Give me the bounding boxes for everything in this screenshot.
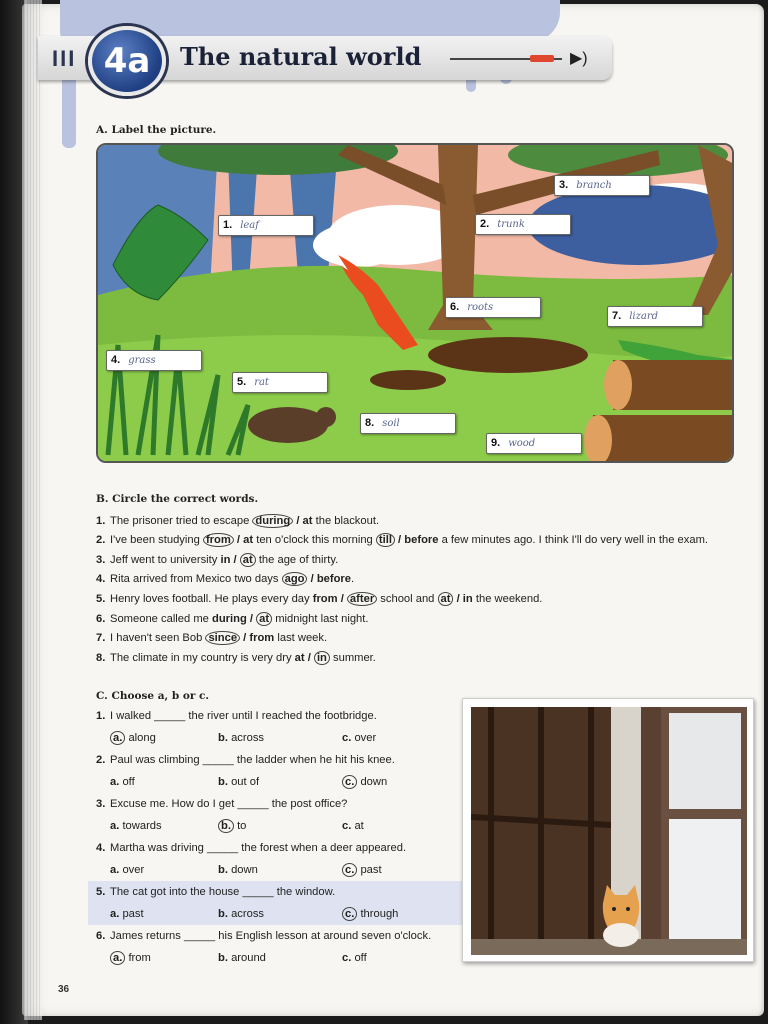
level-bars: III <box>52 46 77 71</box>
section-b-heading: B. Circle the correct words. <box>96 493 259 505</box>
label-number: 7. <box>612 310 622 322</box>
picture-label-2[interactable] <box>475 214 571 235</box>
question-b4: 4. Rita arrived from Mexico two days ago / before. <box>96 573 355 585</box>
option-c[interactable]: c. at <box>342 820 364 832</box>
nature-scene-picture <box>96 143 734 463</box>
option-c[interactable]: c. through <box>342 908 398 920</box>
question-c2: 2. Paul was climbing _____ the ladder when he hit his knee. <box>96 754 395 766</box>
answer-blank: _____ <box>237 798 269 810</box>
label-number: 6. <box>450 301 460 313</box>
label-answer: trunk <box>497 219 525 230</box>
question-number: 8. <box>96 652 106 664</box>
question-b2: 2. I've been studying from / at ten o'clock this morning till / before a few minutes ago. I think I'll do very well in the exam. <box>96 534 709 546</box>
label-answer: roots <box>467 302 494 313</box>
question-b3: 3. Jeff went to university in / at the age of thirty. <box>96 554 339 566</box>
question-c1: 1. I walked _____ the river until I reached the footbridge. <box>96 710 377 722</box>
option-c[interactable]: c. down <box>342 776 387 788</box>
question-b1: 1. The prisoner tried to escape during / at the blackout. <box>96 515 380 527</box>
option-a[interactable]: a. from <box>110 952 151 964</box>
picture-label-9[interactable] <box>486 433 582 454</box>
option-a[interactable]: a. along <box>110 732 156 744</box>
answer-blank: _____ <box>242 886 274 898</box>
choice-circled[interactable]: at <box>438 592 454 606</box>
label-answer: branch <box>576 180 612 191</box>
choice-option[interactable]: in <box>220 554 231 566</box>
label-number: 4. <box>111 354 121 366</box>
choice-circled[interactable]: during <box>252 514 293 528</box>
option-b[interactable]: b. across <box>218 908 265 920</box>
label-number: 5. <box>237 376 247 388</box>
choice-option[interactable]: before <box>404 534 439 546</box>
picture-label-6[interactable] <box>445 297 541 318</box>
question-b5: 5. Henry loves football. He plays every day from / after school and at / in the weekend. <box>96 593 543 605</box>
choice-circled[interactable]: since <box>205 631 240 645</box>
option-c[interactable]: c. off <box>342 952 367 964</box>
question-number: 3. <box>96 554 106 566</box>
picture-label-7[interactable] <box>607 306 703 327</box>
picture-label-4[interactable] <box>106 350 202 371</box>
choice-circled[interactable]: in <box>314 651 330 665</box>
label-answer: wood <box>508 438 536 449</box>
question-number: 4. <box>96 573 106 585</box>
choice-option[interactable]: from <box>249 632 275 644</box>
label-number: 9. <box>491 437 501 449</box>
label-answer: leaf <box>240 220 259 231</box>
choice-option[interactable]: at <box>294 652 305 664</box>
answer-blank: _____ <box>184 930 216 942</box>
label-answer: grass <box>128 355 156 366</box>
option-b[interactable]: b. down <box>218 864 258 876</box>
page-edge <box>24 0 42 1020</box>
cat-window-image <box>471 707 747 955</box>
label-number: 3. <box>559 179 569 191</box>
label-answer: rat <box>254 377 269 388</box>
answer-blank: _____ <box>207 842 239 854</box>
label-number: 1. <box>223 219 233 231</box>
question-b6: 6. Someone called me during / at midnight last night. <box>96 613 369 625</box>
question-b8: 8. The climate in my country is very dry at / in summer. <box>96 652 376 664</box>
picture-label-5[interactable] <box>232 372 328 393</box>
audio-slider-knob <box>530 55 554 62</box>
choice-circled[interactable]: from <box>203 533 234 547</box>
question-c5: 5. The cat got into the house _____ the window. <box>96 886 336 898</box>
picture-label-1[interactable] <box>218 215 314 236</box>
question-c6: 6. James returns _____ his English lesson at around seven o'clock. <box>96 930 432 942</box>
choice-option[interactable]: in <box>462 593 473 605</box>
option-a[interactable]: a. towards <box>110 820 162 832</box>
answer-blank: _____ <box>202 754 234 766</box>
question-c4: 4. Martha was driving _____ the forest when a deer appeared. <box>96 842 407 854</box>
question-number: 7. <box>96 632 106 644</box>
option-b[interactable]: b. to <box>218 820 246 832</box>
option-b[interactable]: b. out of <box>218 776 260 788</box>
label-answer: soil <box>382 418 400 429</box>
choice-circled[interactable]: at <box>256 612 272 626</box>
question-c3: 3. Excuse me. How do I get _____ the post office? <box>96 798 348 810</box>
choice-circled[interactable]: till <box>376 533 395 547</box>
question-number: 1. <box>96 515 106 527</box>
question-b7: 7. I haven't seen Bob since / from last week. <box>96 632 328 644</box>
option-c[interactable]: c. over <box>342 732 377 744</box>
label-number: 2. <box>480 218 490 230</box>
picture-label-8[interactable] <box>360 413 456 434</box>
section-c-heading: C. Choose a, b or c. <box>96 690 210 702</box>
choice-circled[interactable]: ago <box>282 572 308 586</box>
answer-blank: _____ <box>154 710 186 722</box>
cat-window-photo <box>462 698 754 962</box>
question-number: 5. <box>96 593 106 605</box>
choice-option[interactable]: at <box>243 534 254 546</box>
unit-badge: 4a <box>88 26 166 96</box>
choice-option[interactable]: before <box>316 573 352 585</box>
option-a[interactable]: a. off <box>110 776 135 788</box>
option-c[interactable]: c. past <box>342 864 382 876</box>
picture-label-3[interactable] <box>554 175 650 196</box>
unit-title: The natural world <box>180 42 422 71</box>
choice-circled[interactable]: at <box>240 553 256 567</box>
section-a-heading: A. Label the picture. <box>96 124 217 136</box>
choice-option[interactable]: at <box>302 515 313 527</box>
label-answer: lizard <box>629 311 658 322</box>
choice-option[interactable]: from <box>312 593 338 605</box>
label-number: 8. <box>365 417 375 429</box>
option-a[interactable]: a. past <box>110 908 144 920</box>
question-number: 6. <box>96 613 106 625</box>
option-a[interactable]: a. over <box>110 864 145 876</box>
speaker-icon: ▶) <box>570 50 588 67</box>
option-b[interactable]: b. around <box>218 952 266 964</box>
page-number: 36 <box>58 984 70 995</box>
question-number: 2. <box>96 534 106 546</box>
choice-option[interactable]: during <box>212 613 247 625</box>
option-b[interactable]: b. across <box>218 732 265 744</box>
choice-circled[interactable]: after <box>347 592 377 606</box>
